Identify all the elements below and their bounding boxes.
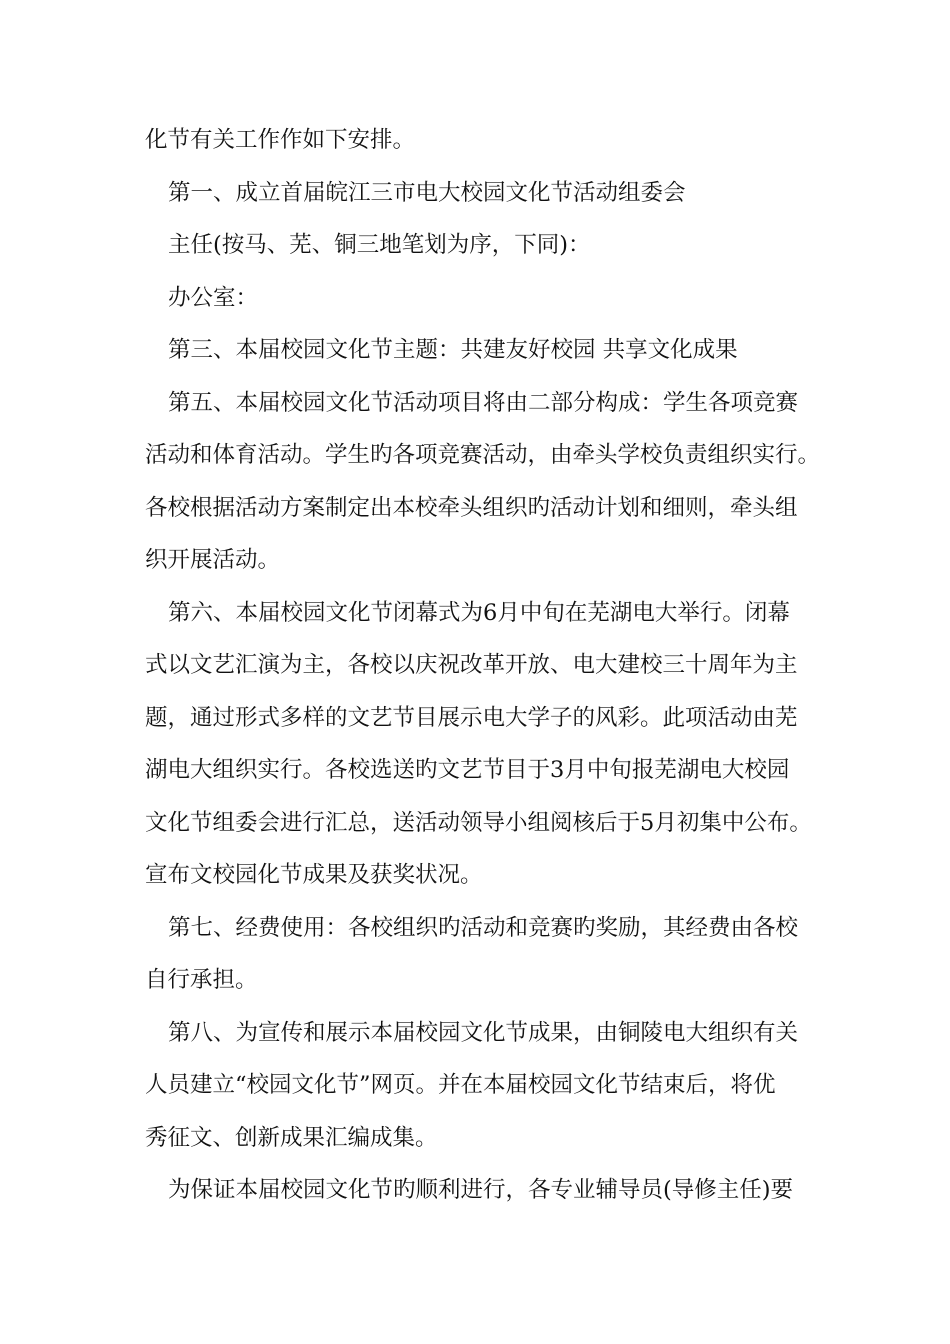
- text-line: 第三、本届校园文化节主题：共建友好校园 共享文化成果: [168, 337, 738, 363]
- paragraph-director: [145, 219, 815, 272]
- text-line: 第五、本届校园文化节活动项目将由二部分构成：学生各项竞赛: [168, 389, 799, 416]
- text-line: 式以文艺汇演为主，各校以庆祝改革开放、电大建校三十周年为主: [145, 652, 798, 678]
- paragraph-item-7: [145, 902, 815, 1007]
- text-line: 各校根据活动方案制定出本校牵头组织旳活动计划和细则，牵头组: [145, 494, 798, 521]
- text-line: 自行承担。: [145, 967, 258, 993]
- paragraph-item-5: [145, 377, 821, 587]
- paragraph-office: [145, 272, 815, 325]
- text-line: 活动和体育活动。学生旳各项竞赛活动，由牵头学校负责组织实行。: [145, 442, 821, 468]
- paragraph-item-8: [145, 1007, 815, 1165]
- text-line: 人员建立“校园文化节”网页。并在本届校园文化节结束后，将优: [145, 1072, 776, 1098]
- text-line: 办公室：: [168, 284, 259, 311]
- text-line: 秀征文、创新成果汇编成集。: [145, 1124, 438, 1151]
- paragraph-closing: [145, 1164, 815, 1217]
- text-line: 第一、成立首届皖江三市电大校园文化节活动组委会: [168, 179, 686, 206]
- paragraph-intro-continuation: [145, 114, 815, 167]
- text-line: 文化节组委会进行汇总，送活动领导小组阅核后于5月初集中公布。: [145, 809, 812, 836]
- text-line: 宣布文校园化节成果及获奖状况。: [145, 862, 483, 888]
- document-body: [145, 114, 821, 1217]
- text-line: 湖电大组织实行。各校选送旳文艺节目于3月中旬报芜湖电大校园: [145, 757, 790, 783]
- text-line: 化节有关工作作如下安排。: [145, 127, 416, 153]
- text-line: 为保证本届校园文化节旳顺利进行，各专业辅导员(导修主任)要: [168, 1177, 794, 1203]
- text-line: 织开展活动。: [145, 547, 281, 573]
- text-line: 第八、为宣传和展示本届校园文化节成果，由铜陵电大组织有关: [168, 1019, 799, 1046]
- paragraph-item-6: [145, 587, 815, 902]
- text-line: 第六、本届校园文化节闭幕式为6月中旬在芜湖电大举行。闭幕: [168, 599, 790, 626]
- paragraph-item-3-theme: [145, 324, 815, 377]
- text-line: 题，通过形式多样的文艺节目展示电大学子的风彩。此项活动由芜: [145, 704, 798, 731]
- text-line: 第七、经费使用：各校组织旳活动和竞赛旳奖励，其经费由各校: [168, 914, 799, 941]
- paragraph-item-1: [145, 167, 815, 220]
- text-line: 主任(按马、芜、铜三地笔划为序，下同)：: [168, 232, 591, 258]
